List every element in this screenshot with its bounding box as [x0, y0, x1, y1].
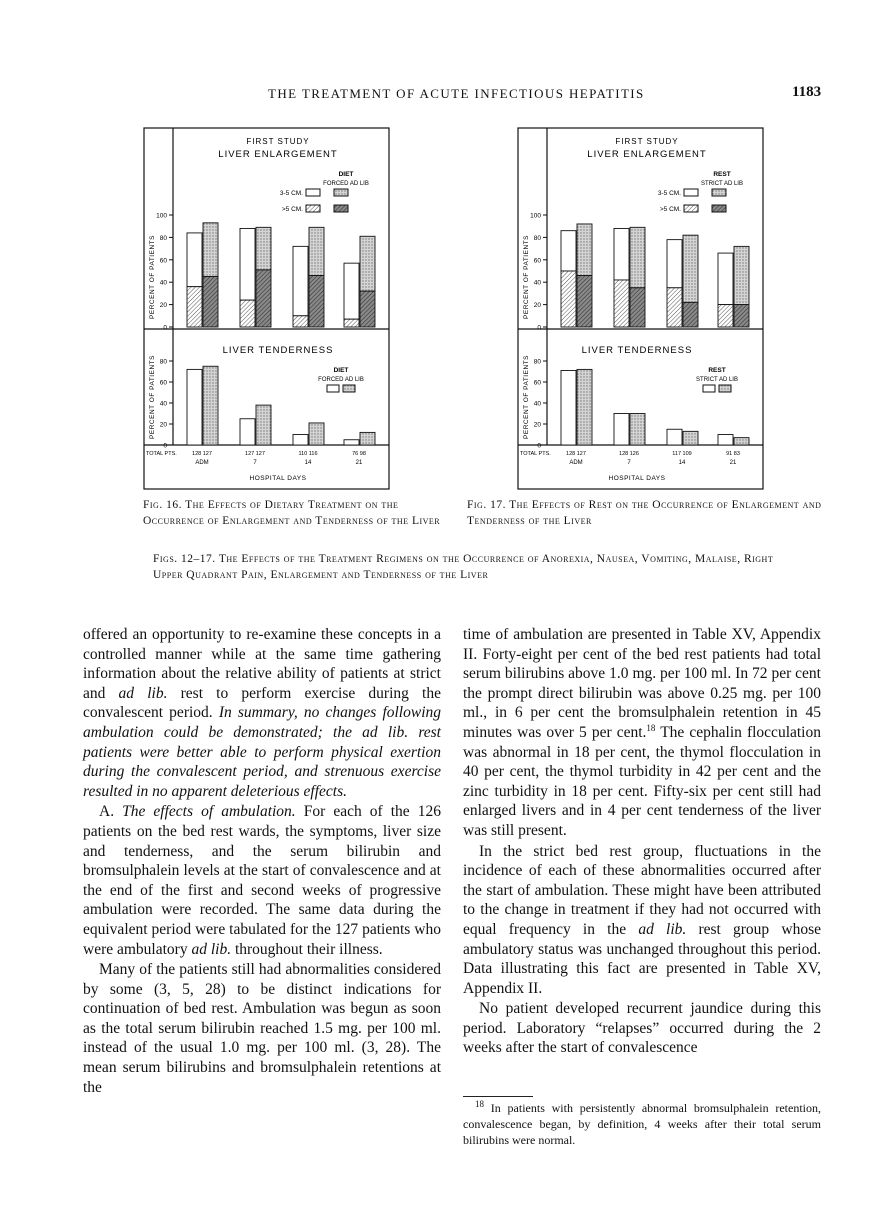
bottom-legend-swatch-forced [327, 385, 339, 392]
y-tick-label: 0 [537, 442, 541, 450]
bottom-legend-title: REST [708, 367, 726, 374]
y-tick-label: 60 [159, 379, 167, 387]
x-labels [192, 451, 366, 466]
legend-title: DIET [338, 171, 354, 178]
bar-ad-lib-tenderness [203, 366, 218, 445]
paragraph: time of ambulation are presented in Table XV, Appendix II. Forty-eight per cent of the bed rest patients had total serum bilirubins above 1.0 mg. per 100 ml. In 72 per cent the prompt direct bilirubin was above 0.25 mg. per 100 ml., in 6 per cent the bromsulphalein retention in 45 minutes was over 5 per cent.$^{18}$ The cephalin flocculation was abnormal in 18 per cent, the thymol flocculation in 40 per cent, the thymol turbidity in 42 per cent and the zinc turbidity in 18 per cent. Fifty-six per cent still had enlarged livers and in 4 per cent tenderness of the liver was still present. [463, 626, 821, 839]
bar-ad-lib-gt5cm [683, 302, 698, 327]
y-tick-label: 100 [156, 212, 167, 220]
left-column [83, 625, 441, 1097]
top-title2: LIVER ENLARGEMENT [218, 149, 338, 160]
bar-strict-tenderness [561, 370, 576, 445]
running-head: THE TREATMENT OF ACUTE INFECTIOUS HEPATITIS [268, 86, 645, 101]
bar-strict-3-5cm [718, 253, 733, 305]
paragraph: offered an opportunity to re-examine these concepts in a controlled manner while at the same time gathering information about the relative ability of patients at strict and ad lib. rest to perform exercise during the convalescent period. In summary, no changes following ambulation could be demonstrated; the ad lib. rest patients were better able to perform physical exertion during the convalescent period, and strenuous exercise resulted in no apparent deleterious effects. [83, 626, 442, 800]
y-ticks-bottom [160, 359, 173, 450]
bottom-title: LIVER TENDERNESS [581, 345, 693, 356]
y-tick-label: 0 [163, 442, 167, 450]
bottom-legend-swatch-strict [703, 385, 715, 392]
y-tick-label: 60 [533, 257, 541, 265]
y-tick-label: 40 [159, 279, 167, 287]
x-day-label: ADM [569, 460, 583, 466]
y-tick-label: 20 [533, 421, 541, 429]
y-ticks-top [530, 213, 547, 332]
bar-ad-lib-gt5cm [256, 270, 271, 327]
bars-enlargement [561, 224, 749, 327]
bar-forced-3-5cm [344, 263, 359, 319]
y-tick-label: 60 [533, 379, 541, 387]
bar-forced-tenderness [187, 369, 202, 445]
bar-forced-tenderness [293, 435, 308, 446]
bar-ad-lib-gt5cm [577, 275, 592, 327]
bar-ad-lib-tenderness [256, 405, 271, 445]
legend-swatch-adlib-3-5 [712, 189, 726, 196]
legend-swatch-strict-3-5 [684, 189, 698, 196]
y-tick-label: 40 [159, 400, 167, 408]
bar-ad-lib-gt5cm [309, 275, 324, 327]
bar-strict-3-5cm [614, 228, 629, 280]
legend-row2: >5 CM. [659, 206, 681, 213]
bar-ad-lib-3-5cm [309, 227, 324, 275]
bar-strict-3-5cm [561, 231, 576, 271]
paragraph: A. The effects of ambulation. For each of the 126 patients on the bed rest wards, the symptoms, liver size and tenderness, and the serum bilirubin and bromsulphalein levels at the start of convalescence and at the end of the first and second weeks of progressive ambulation were recorded. The same data during the equivalent period were tabulated for the 127 patients who were ambulatory ad lib. throughout their illness. [83, 803, 441, 958]
x-total-label: 110 116 [298, 451, 318, 457]
bar-ad-lib-tenderness [577, 369, 592, 445]
bar-forced-tenderness [344, 440, 359, 445]
bar-forced-3-5cm [240, 228, 255, 300]
bar-strict-tenderness [667, 429, 682, 445]
x-axis-label: HOSPITAL DAYS [249, 475, 307, 482]
bar-ad-lib-3-5cm [256, 227, 271, 270]
bar-strict-gt5cm [561, 271, 576, 327]
x-day-label: 7 [627, 460, 631, 466]
bar-ad-lib-3-5cm [683, 235, 698, 302]
x-day-label: 14 [304, 460, 312, 466]
bar-forced-3-5cm [293, 246, 308, 315]
y-tick-label: 80 [533, 234, 541, 242]
x-day-label: 21 [729, 460, 737, 466]
legend-swatch-forced-gt5 [306, 205, 320, 212]
bottom-legend-swatch-adlib [343, 385, 355, 392]
y-axis-label-bottom: PERCENT OF PATIENTS [149, 355, 156, 439]
bar-ad-lib-tenderness [630, 414, 645, 446]
bar-ad-lib-3-5cm [630, 227, 645, 287]
bar-ad-lib-gt5cm [203, 277, 218, 327]
y-axis-label-top: PERCENT OF PATIENTS [523, 235, 530, 319]
bar-ad-lib-tenderness [683, 431, 698, 445]
figure-17-caption: Fig. 17. The Effects of Rest on the Occurrence of Enlargement and Tenderness of the Liver [467, 499, 822, 527]
right-column [463, 625, 821, 1058]
y-tick-label: 60 [159, 257, 167, 265]
totals-label: TOTAL PTS. [520, 451, 551, 457]
paragraph: No patient developed recurrent jaundice during this period. Laboratory “relapses” occurred during the 2 weeks after the start of convalescence [463, 1000, 821, 1057]
bar-forced-gt5cm [240, 300, 255, 327]
bar-forced-3-5cm [187, 233, 202, 287]
legend-swatch-forced-3-5 [306, 189, 320, 196]
x-day-label: 21 [355, 460, 363, 466]
y-tick-label: 80 [533, 358, 541, 366]
totals-label: TOTAL PTS. [146, 451, 177, 457]
bar-strict-gt5cm [718, 305, 733, 327]
y-tick-label: 40 [533, 279, 541, 287]
bar-ad-lib-tenderness [360, 432, 375, 445]
bar-strict-gt5cm [667, 288, 682, 327]
figure-16 [143, 127, 390, 490]
legend-row1: 3-5 CM. [657, 190, 681, 197]
y-tick-label: 20 [159, 421, 167, 429]
paragraph: In the strict bed rest group, fluctuations in the incidence of each of these abnormalities occurred after the start of ambulation. These might have been attributed to the change in treatment if they had not occurred with equal frequency in the ad lib. rest group whose ambulatory status was unchanged throughout this period. Data illustrating this fact are presented in Table XV, Appendix II. [463, 842, 821, 997]
bottom-title: LIVER TENDERNESS [222, 345, 334, 356]
legend-cols: FORCED AD LIB [323, 181, 369, 187]
legend-row1: 3-5 CM. [279, 190, 303, 197]
footnote: $^{18}$ In patients with persistently abnormal bromsulphalein retention, convalescence began, by definition, 4 weeks after their total serum bilirubins were normal. [463, 1099, 822, 1147]
bar-strict-3-5cm [667, 240, 682, 288]
y-tick-label: 80 [159, 234, 167, 242]
y-tick-label: 40 [533, 400, 541, 408]
y-tick-label: 20 [159, 302, 167, 310]
footnote-ref: 18 [646, 722, 656, 733]
bar-forced-gt5cm [293, 316, 308, 327]
x-total-label: 76 98 [352, 451, 366, 457]
x-total-label: 128 127 [566, 451, 586, 457]
bottom-legend-cols: FORCED AD LIB [318, 377, 364, 383]
y-tick-label: 80 [159, 358, 167, 366]
x-day-label: ADM [195, 460, 209, 466]
legend-swatch-adlib-gt5 [712, 205, 726, 212]
top-title1: FIRST STUDY [246, 137, 310, 146]
legend-title: REST [713, 171, 731, 178]
y-ticks-bottom [534, 359, 547, 450]
x-total-label: 128 126 [619, 451, 639, 457]
figures-12-17-caption: Figs. 12–17. The Effects of the Treatment Regimens on the Occurrence of Anorexia, Nausea, Vomiting, Malaise, Right Upper Quadrant Pain, Enlargement and Tenderness of the Liver [153, 553, 774, 581]
bottom-legend-swatch-adlib [719, 385, 731, 392]
bar-ad-lib-tenderness [309, 423, 324, 445]
x-total-label: 127 127 [245, 451, 265, 457]
bar-forced-gt5cm [344, 319, 359, 327]
x-axis-label: HOSPITAL DAYS [608, 475, 666, 482]
figure-16-chart [143, 127, 390, 490]
bar-forced-gt5cm [187, 287, 202, 327]
y-ticks-top [156, 213, 173, 332]
bars-enlargement [187, 223, 375, 327]
bar-ad-lib-gt5cm [360, 291, 375, 327]
bar-ad-lib-tenderness [734, 438, 749, 445]
bar-forced-tenderness [240, 419, 255, 445]
x-total-label: 128 127 [192, 451, 212, 457]
top-title2: LIVER ENLARGEMENT [587, 149, 707, 160]
x-day-label: 14 [678, 460, 686, 466]
y-tick-label: 0 [163, 324, 167, 332]
legend-swatch-adlib-3-5 [334, 189, 348, 196]
legend-row2: >5 CM. [281, 206, 303, 213]
bar-ad-lib-gt5cm [734, 305, 749, 327]
bar-strict-gt5cm [614, 280, 629, 327]
x-total-label: 91 83 [726, 451, 740, 457]
bottom-legend-title: DIET [333, 367, 349, 374]
top-title1: FIRST STUDY [615, 137, 679, 146]
y-tick-label: 100 [530, 212, 541, 220]
figure-17 [517, 127, 764, 490]
legend-cols: STRICT AD LIB [701, 181, 743, 187]
x-day-label: 7 [253, 460, 257, 466]
figure-16-caption: Fig. 16. The Effects of Dietary Treatment on the Occurrence of Enlargement and Tenderness of the Liver [143, 499, 441, 527]
figure-17-chart [517, 127, 764, 490]
bar-ad-lib-3-5cm [360, 236, 375, 291]
bar-ad-lib-3-5cm [734, 246, 749, 304]
x-total-label: 117 109 [672, 451, 692, 457]
y-tick-label: 0 [537, 324, 541, 332]
legend-swatch-strict-gt5 [684, 205, 698, 212]
bottom-legend-cols: STRICT AD LIB [696, 377, 738, 383]
y-axis-label-top: PERCENT OF PATIENTS [149, 235, 156, 319]
legend-swatch-adlib-gt5 [334, 205, 348, 212]
footnote-rule [463, 1096, 533, 1097]
bar-ad-lib-3-5cm [577, 224, 592, 276]
bar-ad-lib-gt5cm [630, 288, 645, 327]
x-labels [566, 451, 740, 466]
bar-ad-lib-3-5cm [203, 223, 218, 277]
bar-strict-tenderness [718, 435, 733, 446]
bar-strict-tenderness [614, 414, 629, 446]
page-number: 1183 [792, 84, 822, 100]
y-axis-label-bottom: PERCENT OF PATIENTS [523, 355, 530, 439]
paragraph: Many of the patients still had abnormalities considered by some (3, 5, 28) to be distinct indications for continuation of bed rest. Ambulation was begun as soon as the total serum bilirubin reached 1.5 mg. per 100 ml. instead of the usual 1.0 mg. per 100 ml. (3, 28). The mean serum bilirubins and bromsulphalein retentions at the [83, 961, 441, 1096]
y-tick-label: 20 [533, 302, 541, 310]
